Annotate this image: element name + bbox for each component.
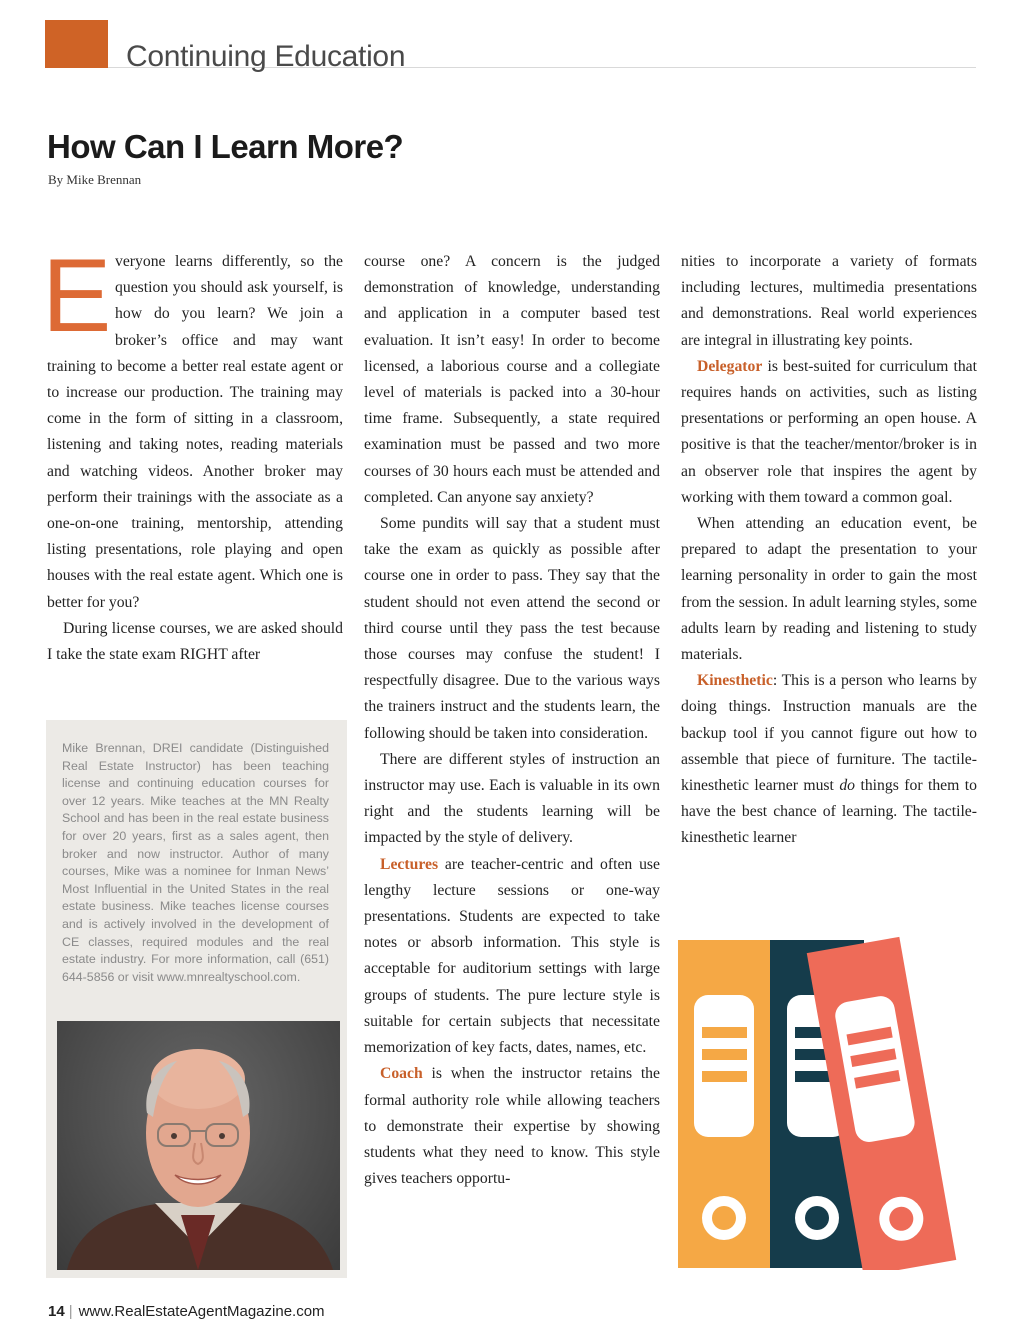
section-label: Continuing Education <box>126 40 406 73</box>
paragraph-coach: Coach is when the instructor retains the formal authority role while allowing teachers to demonstrate their expertise by showing students what they need to know. This style gives teachers opportu- <box>364 1065 660 1188</box>
section-color-block <box>45 20 108 68</box>
binders-illustration <box>675 925 985 1270</box>
author-bio: Mike Brennan, DREI candidate (Distinguished Real Estate Instructor) has been teaching license and continuing education courses for over 12 years. Mike teaches at the MN Realty School and has been in the real estate business for over 20 years, first as a sales agent, then broker and now instructor. Author of many courses, Mike was a nominee for Inman News’ Most Influential in the United States in the real estate business. Mike teaches license courses and is actively involved in the development of CE classes, required modules and the real estate industry. For more information, call (651) 644-5856 or visit www.mnrealtyschool.com. <box>62 741 329 984</box>
article-title: How Can I Learn More? <box>47 128 404 165</box>
article-column-1 <box>42 238 343 668</box>
paragraph: nities to incorporate a variety of formats including lectures, multimedia presentations and demonstrations. Real world experiences are integral in illustrating key points. <box>681 253 977 349</box>
author-bio-box <box>46 720 347 1278</box>
article-column-3 <box>681 249 977 852</box>
paragraph-delegator: Delegator is best-suited for curriculum that requires hands on activities, such as listing presentations or performing an open house. A positive is that the teacher/mentor/broker is in an observer role that inspires the agent by working with them toward a common goal. <box>681 357 977 506</box>
term-kinesthetic: Kinesthetic <box>697 672 773 690</box>
orange-binder-stripe <box>702 1027 747 1038</box>
term-delegator: Delegator <box>697 357 763 375</box>
term-coach: Coach <box>380 1065 423 1083</box>
term-lectures: Lectures <box>380 855 439 873</box>
orange-binder-stripe <box>702 1071 747 1082</box>
page-footer <box>48 1303 325 1320</box>
paragraph: When attending an education event, be prepared to adapt the presentation to your learning personality in order to gain the most from the session. In adult learning styles, some adults learn by reading and listening to study materials. <box>681 515 977 664</box>
page-number: 14 <box>48 1303 65 1320</box>
paragraph: During license courses, we are asked should I take the state exam RIGHT after <box>47 619 343 664</box>
article-column-2 <box>364 249 660 1192</box>
binders-svg <box>675 925 985 1270</box>
emphasis-do: do <box>839 777 856 795</box>
orange-binder-ring-hole <box>712 1206 736 1230</box>
author-photo <box>57 1021 340 1270</box>
paragraph-kinesthetic: Kinesthetic: This is a person who learns by doing things. Instruction manuals are the backup tool if you cannot figure out how to assemble that piece of furniture. The tactile-kinesthetic learner must do things for them to have the best chance of learning. The tactile-kinesthetic learner <box>681 672 977 847</box>
drop-cap: E <box>42 238 112 354</box>
paragraph: There are different styles of instruction an instructor may use. Each is valuable in its own right and the students learning will be impacted by the style of delivery. <box>364 750 660 847</box>
paragraph-lectures: Lectures are teacher-centric and often use lengthy lecture sessions or one-way presentations. Students are expected to take notes or absorb information. This style is acceptable for auditorium settings with large groups of students. The pure lecture style is suitable for certain subjects that necessitate memorization of key facts, dates, names, etc. <box>364 855 660 1057</box>
footer-separator: | <box>68 1303 73 1320</box>
paragraph: Everyone learns differently, so the question you should ask yourself, is how do you learn? We join a broker’s office and may want training to become a better real estate agent or to increase our production. The training may come in the form of sitting in a classroom, listening and taking notes, reading materials and watching videos. Another broker may perform their trainings with the associate as a one-on-one training, mentorship, attending listing presentations, role playing and open houses with the real estate agent. Which one is better for you? <box>42 238 343 611</box>
paragraph: course one? A concern is the judged demonstration of knowledge, understanding and application in a computer based test evaluation. It isn’t easy! In order to become licensed, a laborious course and a collegiate level of materials is packed into a 30-hour time frame. Subsequently, a state required examination must be passed and two more courses of 30 hours each must be attended and completed. Can anyone say anxiety? <box>364 253 660 506</box>
article-byline: By Mike Brennan <box>48 172 142 187</box>
paragraph: Some pundits will say that a student must take the exam as quickly as possible after course one in order to pass. They say that the student should not even attend the second or third course until they pass the test because those courses may confuse the student! I respectfully disagree. Due to the various ways the trainers instruct and the students learn, the following should be taken into consideration. <box>364 515 660 742</box>
orange-binder-stripe <box>702 1049 747 1060</box>
footer-url[interactable]: www.RealEstateAgentMagazine.com <box>78 1303 325 1320</box>
author-portrait-illustration <box>57 1021 340 1270</box>
orange-binder-label <box>694 995 754 1137</box>
navy-binder-ring-hole <box>805 1206 829 1230</box>
